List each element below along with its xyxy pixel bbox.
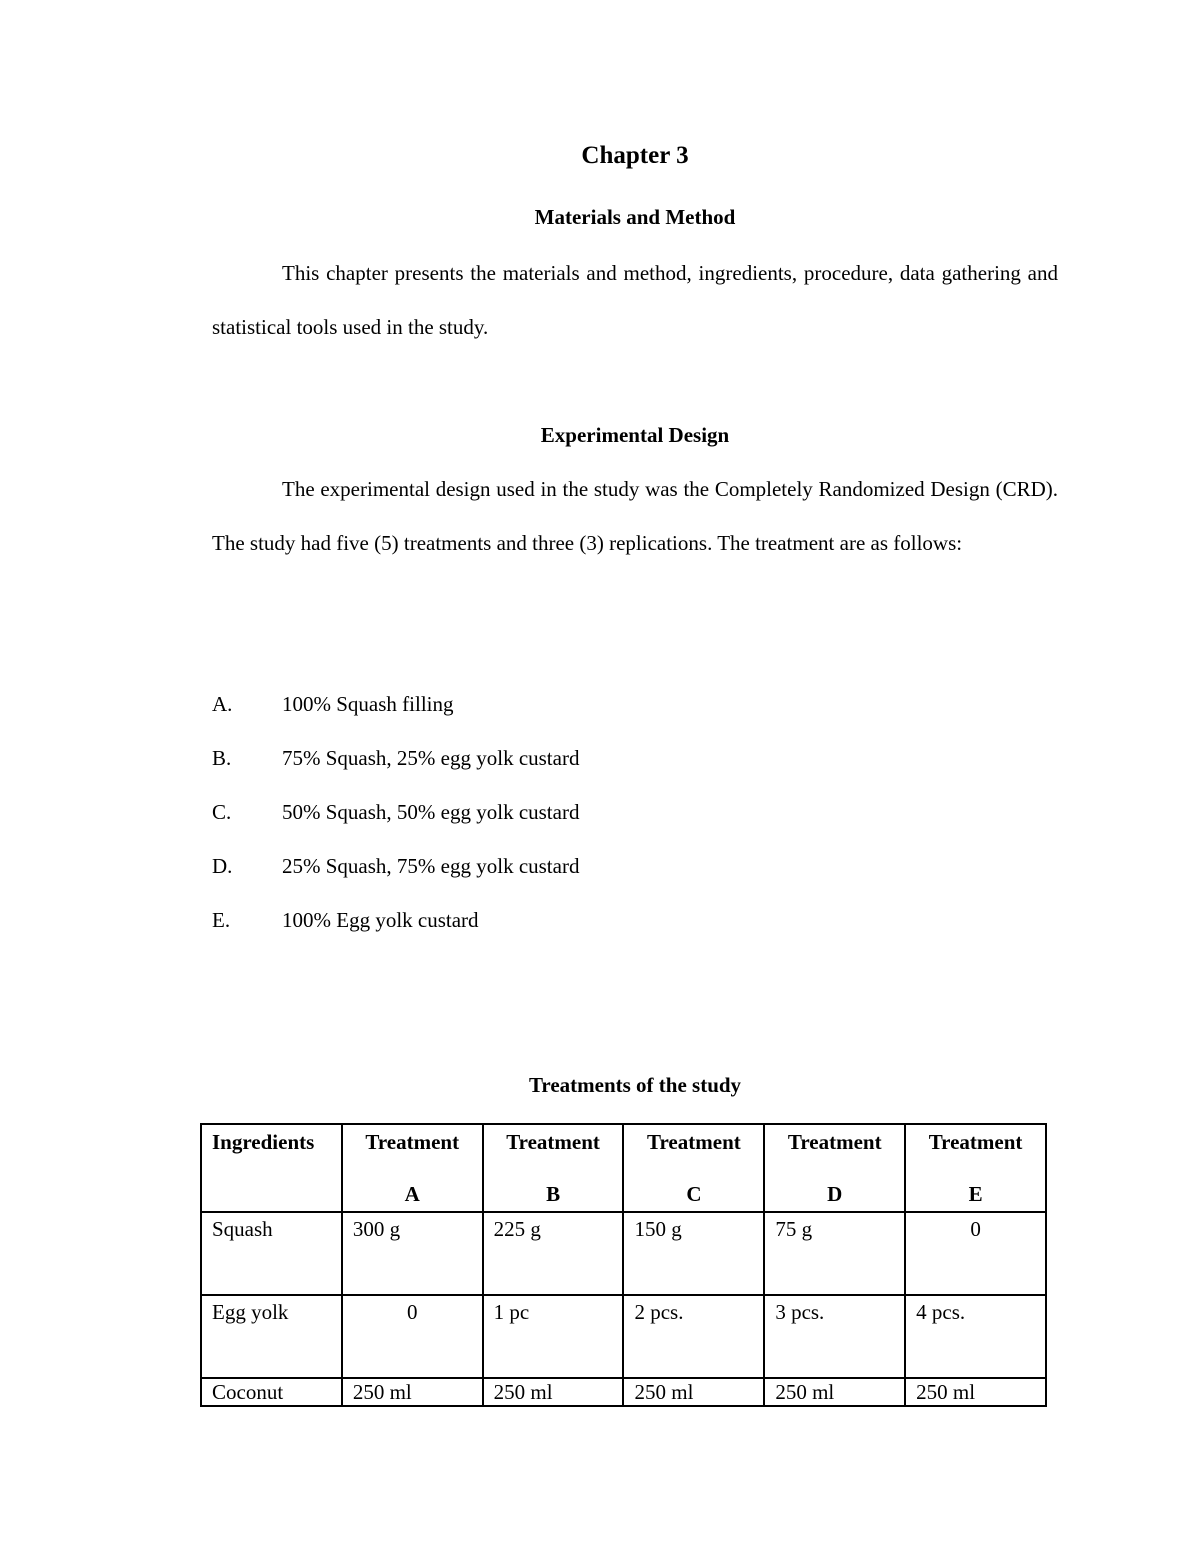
value-cell: 3 pcs. xyxy=(764,1295,905,1378)
header-line2: B xyxy=(546,1182,561,1206)
header-line1: Treatment xyxy=(928,1130,1023,1154)
value-cell: 225 g xyxy=(483,1212,624,1295)
header-line2: C xyxy=(686,1182,702,1206)
table-row xyxy=(201,1212,1046,1295)
value-cell: 0 xyxy=(905,1212,1046,1295)
table-row xyxy=(201,1295,1046,1378)
header-line2: E xyxy=(968,1182,983,1206)
value-cell: 250 ml xyxy=(905,1378,1046,1406)
value-cell: 250 ml xyxy=(623,1378,764,1406)
header-treatment-a xyxy=(342,1124,483,1212)
design-heading: Experimental Design xyxy=(540,423,730,447)
value-cell: 300 g xyxy=(342,1212,483,1295)
intro-paragraph: This chapter presents the materials and method, ingredients, procedure, data gathering and statistical tools used in the study. xyxy=(212,261,1058,339)
list-letter: E. xyxy=(212,908,231,932)
chapter-title: Chapter 3 xyxy=(581,142,689,169)
header-treatment-b xyxy=(483,1124,624,1212)
header-line1: Treatment xyxy=(365,1130,460,1154)
table-header-row xyxy=(201,1124,1046,1212)
list-text: 50% Squash, 50% egg yolk custard xyxy=(282,800,580,824)
value-cell: 150 g xyxy=(623,1212,764,1295)
header-line1: Treatment xyxy=(647,1130,741,1154)
header-treatment-e xyxy=(905,1124,1046,1212)
treatments-table xyxy=(200,1123,1047,1407)
value-cell: 0 xyxy=(342,1295,483,1378)
list-text: 100% Squash filling xyxy=(282,692,454,716)
design-paragraph: The experimental design used in the study was the Completely Randomized Design (CRD). The study had five (5) treatments and three (3) replications. The treatment are as follows: xyxy=(212,477,1058,555)
header-treatment-d xyxy=(764,1124,905,1212)
list-letter: C. xyxy=(212,800,232,824)
value-cell: 2 pcs. xyxy=(623,1295,764,1378)
ingredient-cell: Coconut xyxy=(201,1378,342,1406)
header-line1: Treatment xyxy=(506,1130,600,1154)
list-text: 75% Squash, 25% egg yolk custard xyxy=(282,746,580,770)
value-cell: 250 ml xyxy=(483,1378,624,1406)
header-line1: Treatment xyxy=(787,1130,882,1154)
list-letter: A. xyxy=(212,692,233,716)
list-text: 25% Squash, 75% egg yolk custard xyxy=(282,854,580,878)
value-cell: 75 g xyxy=(764,1212,905,1295)
header-ingredients: Ingredients xyxy=(201,1124,342,1212)
list-text: 100% Egg yolk custard xyxy=(282,908,479,932)
value-cell: 4 pcs. xyxy=(905,1295,1046,1378)
header-line2: D xyxy=(827,1182,843,1206)
list-letter: B. xyxy=(212,746,232,770)
table-row xyxy=(201,1378,1046,1406)
section-heading: Materials and Method xyxy=(534,205,736,229)
header-treatment-c xyxy=(623,1124,764,1212)
header-line2: A xyxy=(404,1182,420,1206)
table-caption: Treatments of the study xyxy=(528,1073,742,1097)
ingredient-cell: Egg yolk xyxy=(201,1295,342,1378)
value-cell: 250 ml xyxy=(342,1378,483,1406)
value-cell: 1 pc xyxy=(483,1295,624,1378)
value-cell: 250 ml xyxy=(764,1378,905,1406)
list-letter: D. xyxy=(212,854,233,878)
ingredient-cell: Squash xyxy=(201,1212,342,1295)
